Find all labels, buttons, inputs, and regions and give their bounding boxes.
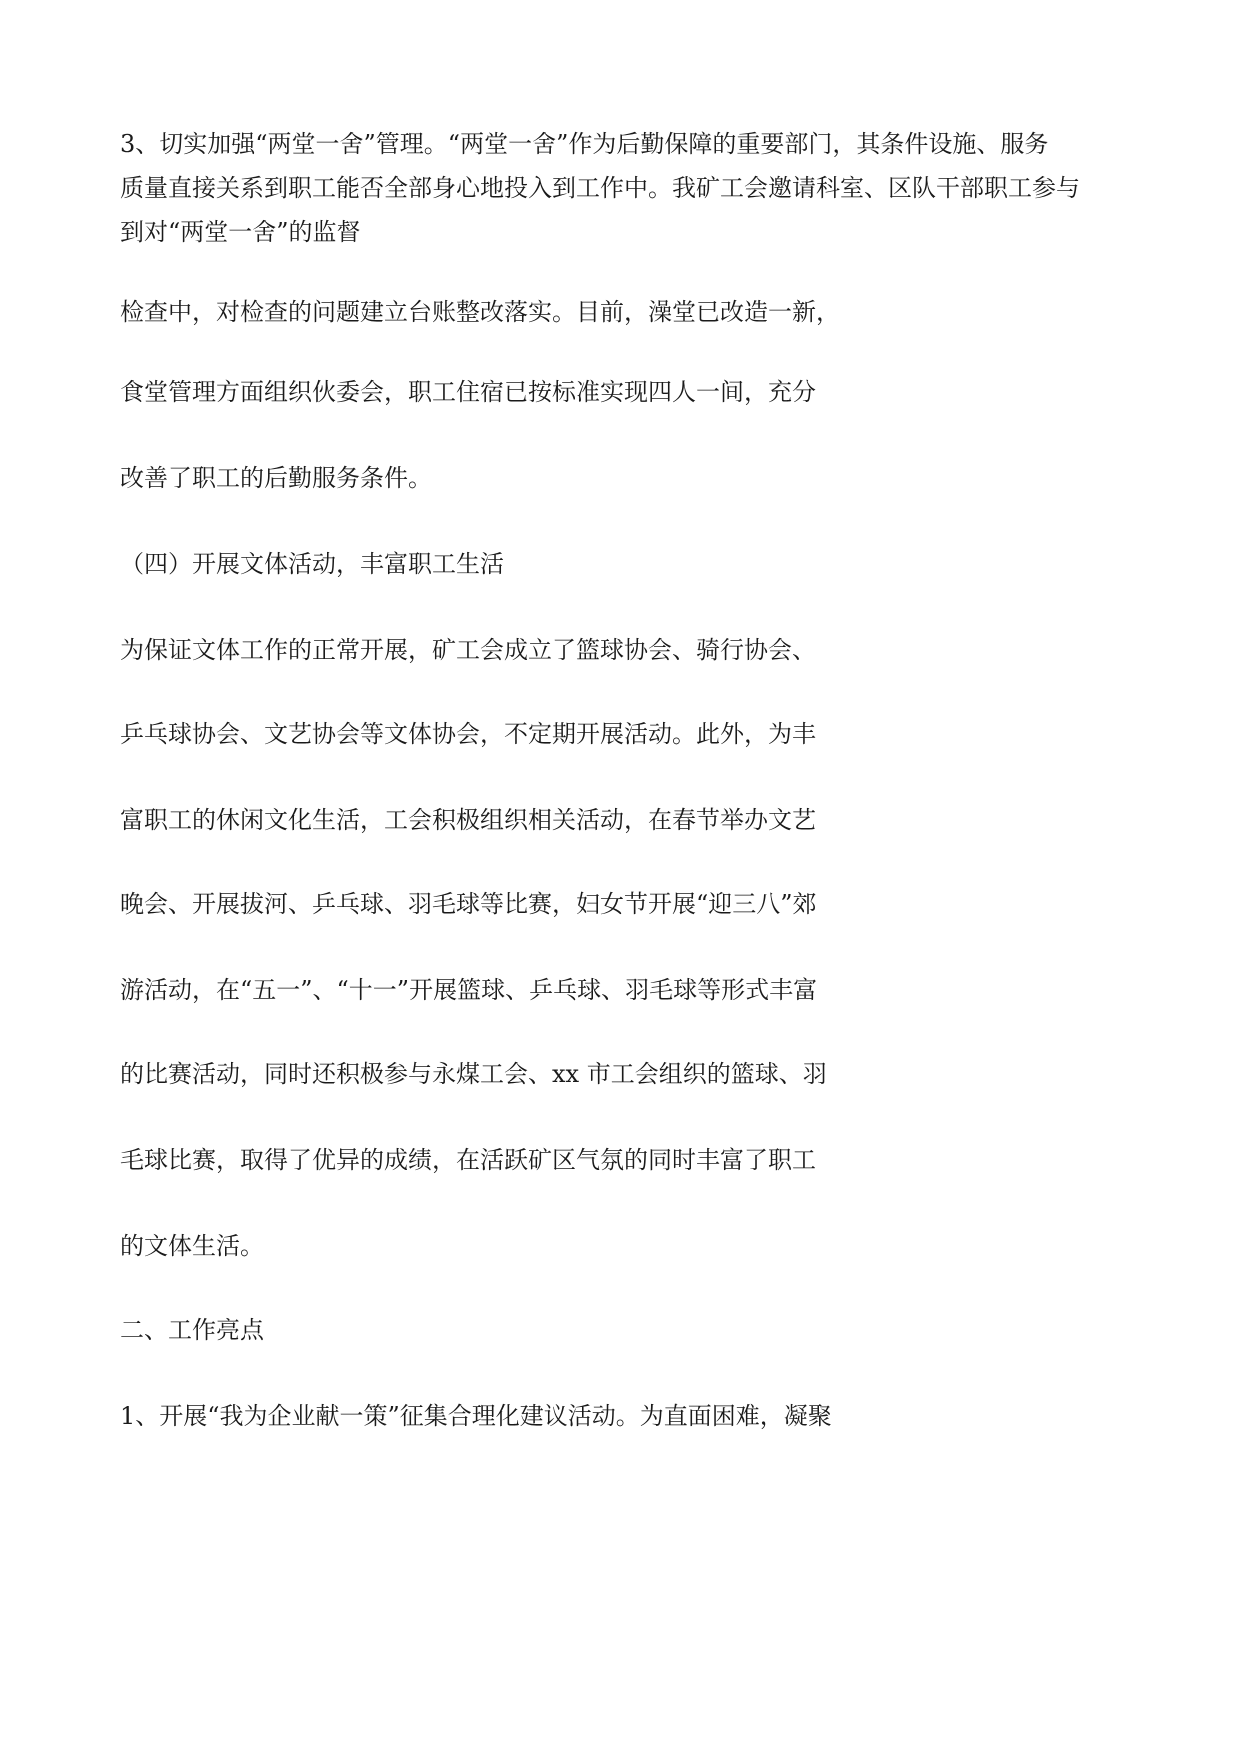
text-line: 的文体生活。 xyxy=(120,1232,264,1260)
text-line: 富职工的休闲文化生活，工会积极组织相关活动，在春节举办文艺 xyxy=(120,806,816,834)
text-line: 1、开展“我为企业献一策”征集合理化建议活动。为直面困难，凝聚 xyxy=(120,1402,832,1430)
text-line: 改善了职工的后勤服务条件。 xyxy=(120,464,432,492)
text-line: 乒乓球协会、文艺协会等文体协会，不定期开展活动。此外，为丰 xyxy=(120,720,816,748)
section-heading: 二、工作亮点 xyxy=(120,1316,264,1344)
text-line: 毛球比赛，取得了优异的成绩，在活跃矿区气氛的同时丰富了职工 xyxy=(120,1146,816,1174)
text-line: 检查中，对检查的问题建立台账整改落实。目前，澡堂已改造一新， xyxy=(120,298,840,326)
text-line: 晚会、开展拔河、乒乓球、羽毛球等比赛，妇女节开展“迎三八”郊 xyxy=(120,890,817,918)
text-line: 的比赛活动，同时还积极参与永煤工会、xx 市工会组织的篮球、羽 xyxy=(120,1060,827,1088)
text-line: 食堂管理方面组织伙委会，职工住宿已按标准实现四人一间，充分 xyxy=(120,378,816,406)
paragraph-two-halls-one-dorm xyxy=(120,128,1130,260)
text-line: 3、切实加强“两堂一舍”管理。“两堂一舍”作为后勤保障的重要部门，其条件设施、服务 xyxy=(120,130,1049,158)
text-line: 游活动，在“五一”、“十一”开展篮球、乒乓球、羽毛球等形式丰富 xyxy=(120,976,818,1004)
section-heading: （四）开展文体活动，丰富职工生活 xyxy=(120,550,504,578)
text-line: 到对“两堂一舍”的监督 xyxy=(120,218,361,246)
text-line: 质量直接关系到职工能否全部身心地投入到工作中。我矿工会邀请科室、区队干部职工参与 xyxy=(120,174,1080,202)
text-line: 为保证文体工作的正常开展，矿工会成立了篮球协会、骑行协会、 xyxy=(120,636,816,664)
